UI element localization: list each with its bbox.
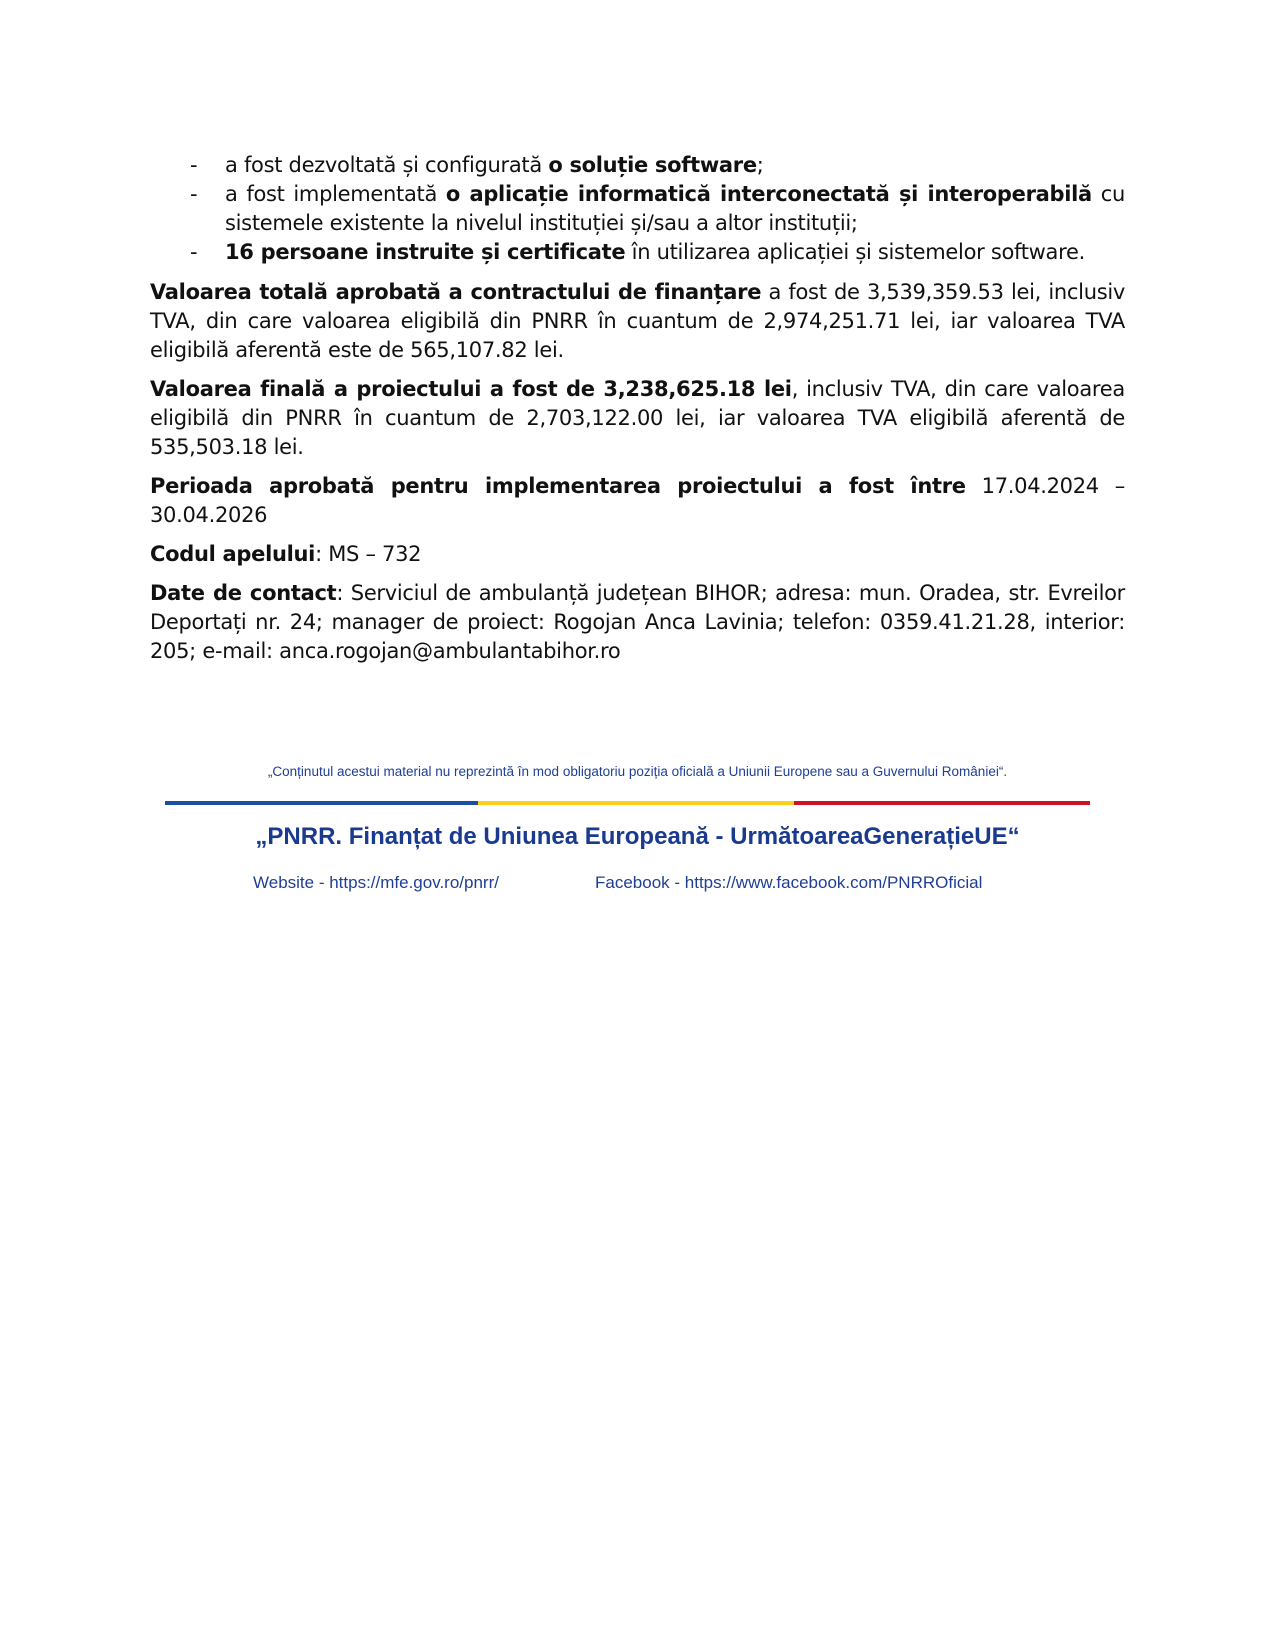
bold-text: Valoarea totală aprobată a contractului de finanțare [150, 280, 762, 304]
bullet-dash: - [190, 153, 198, 177]
bold-text: Codul apelului [150, 542, 316, 566]
contact-paragraph [150, 579, 1125, 666]
bold-text: Valoarea finală a proiectului a fost de 3,238,625.18 lei [150, 377, 792, 401]
rich-text [225, 153, 764, 177]
text-run: : MS – 732 [315, 542, 422, 566]
bullet-dash: - [190, 182, 198, 206]
call-code-paragraph [150, 540, 1125, 569]
disclaimer-text: „Conținutul acestui material nu reprezintă în mod obligatoriu poziția oficială a Uniunii Europene sau a Guvernului României“. [267, 764, 1008, 779]
flag-segment-yellow [478, 801, 794, 805]
bold-text: 16 persoane instruite și certificate [225, 240, 626, 264]
text-run: ; [756, 153, 764, 177]
list-item [150, 238, 1125, 267]
flag-segment-red [794, 801, 1090, 805]
pnrr-slogan: „PNRR. Finanțat de Uniunea Europeană - UrmătoareaGenerațieUE“ [255, 823, 1020, 850]
rich-text [225, 182, 1125, 235]
text-run: 17.04.2024 – 30.04.2026 [150, 474, 1125, 527]
text-run: a fost dezvoltată și configurată [225, 153, 549, 177]
bold-text: Date de contact [150, 581, 337, 605]
document-body [150, 151, 1125, 666]
list-item [150, 151, 1125, 180]
final-value-paragraph [150, 375, 1125, 462]
flag-color-bar [165, 801, 1090, 805]
flag-segment-blue [165, 801, 478, 805]
text-run: a fost de 3,539,359.53 lei, inclusiv TVA, din care valoarea eligibilă din PNRR în cuantum de 2,974,251.71 lei, iar valoarea TVA eligibilă aferentă este de 565,107.82 lei. [150, 280, 1126, 362]
total-value-paragraph [150, 278, 1125, 365]
bold-text: Perioada aprobată pentru implementarea proiectului a fost între [150, 474, 966, 498]
text-run: a fost implementată [225, 182, 446, 206]
website-link[interactable]: Website - https://mfe.gov.ro/pnrr/ [253, 873, 499, 892]
text-run: : Serviciul de ambulanță județean BIHOR; adresa: mun. Oradea, str. Evreilor Deportați nr. 24; manager de proiect: Rogojan Anca Lavinia; telefon: 0359.41.21.28, interior: 205; e-mail: anca.rogojan@ambulantabihor.ro [150, 581, 1125, 663]
text-run: , inclusiv TVA, din care valoarea eligibilă din PNRR în cuantum de 2,703,122.00 lei, iar valoarea TVA eligibilă aferentă de 535,503.18 lei. [150, 377, 1125, 459]
bullet-dash: - [190, 240, 198, 264]
bold-text: o aplicație informatică interconectată și interoperabilă [445, 182, 1092, 206]
list-item [150, 180, 1125, 238]
facebook-link[interactable]: Facebook - https://www.facebook.com/PNRROficial [595, 873, 983, 892]
bold-text: o soluție software [548, 153, 757, 177]
results-list [150, 151, 1125, 267]
text-run: în utilizarea aplicației și sistemelor software. [625, 240, 1085, 264]
implementation-period-paragraph [150, 472, 1125, 530]
rich-text [225, 240, 1085, 264]
text-run: cu sistemele existente la nivelul instituției și/sau a altor instituții; [225, 182, 1125, 235]
